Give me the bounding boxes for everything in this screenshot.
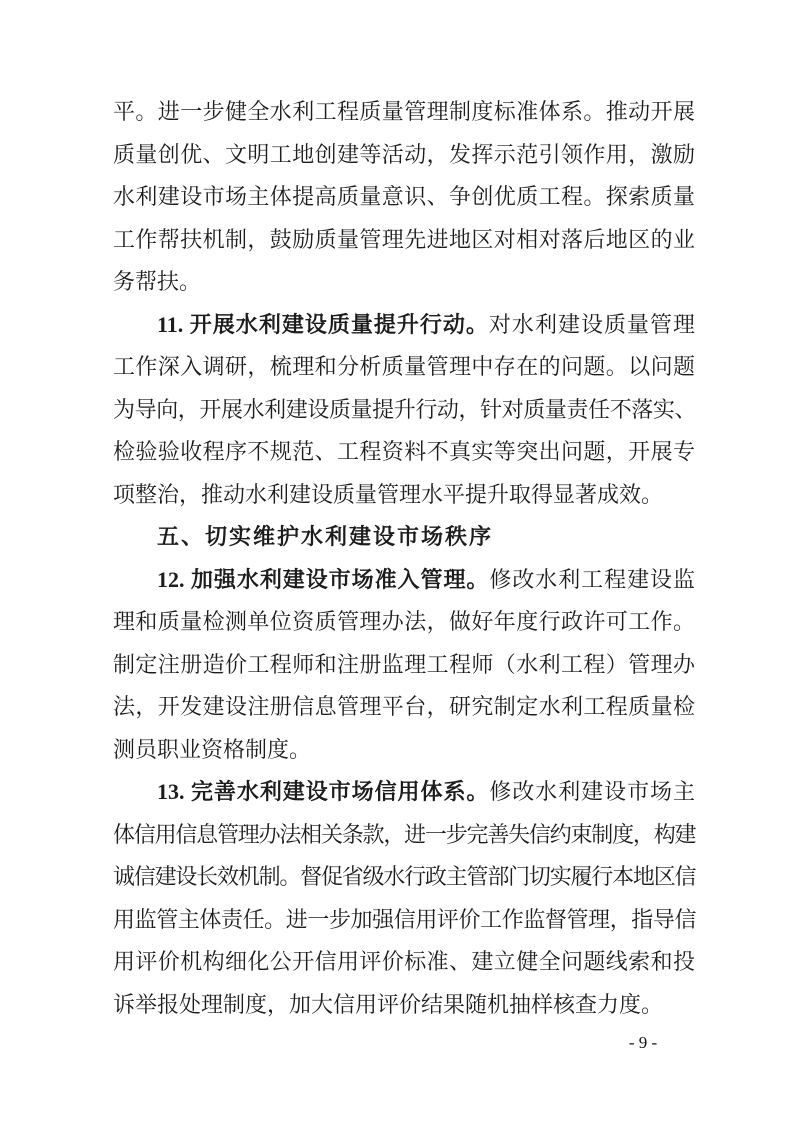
text-line <box>113 389 695 432</box>
text-line <box>113 856 695 899</box>
body-text: 体信用信息管理办法相关条款，进一步完善失信约束制度，构建 <box>113 821 695 847</box>
bold-lead-text: 五、切实维护水利建设市场秩序 <box>157 524 494 549</box>
text-line <box>113 941 695 984</box>
bold-lead-text: 13. 完善水利建设市场信用体系。 <box>157 779 490 804</box>
body-text: 诉举报处理制度，加大信用评价结果随机抽样核查力度。 <box>113 991 664 1017</box>
text-line <box>113 644 695 687</box>
page-number: - 9 - <box>628 1033 658 1052</box>
body-text: 诚信建设长效机制。督促省级水行政主管部门切实履行本地区信 <box>113 864 695 889</box>
body-text: 务帮扶。 <box>113 269 202 294</box>
text-line <box>113 261 695 304</box>
text-line <box>113 176 695 219</box>
body-text: 法，开发建设注册信息管理平台，研究制定水利工程质量检 <box>113 694 695 719</box>
bold-lead-text: 11. 开展水利建设质量提升行动。 <box>157 311 489 337</box>
text-line <box>113 346 695 389</box>
body-text: 测员职业资格制度。 <box>113 736 312 762</box>
text-line <box>113 601 695 644</box>
text-line <box>113 729 695 772</box>
body-text: 修改水利工程建设监 <box>489 566 695 592</box>
text-line <box>113 771 695 814</box>
bold-lead-text: 12. 加强水利建设市场准入管理。 <box>157 566 490 592</box>
body-text: 水利建设市场主体提高质量意识、争创优质工程。探索质量 <box>113 184 695 209</box>
section-heading-line <box>113 516 695 559</box>
body-text: 工作帮扶机制，鼓励质量管理先进地区对相对落后地区的业 <box>113 226 695 252</box>
body-text: 用监管主体责任。进一步加强信用评价工作监督管理，指导信 <box>113 906 695 932</box>
body-text: 检验验收程序不规范、工程资料不真实等突出问题，开展专 <box>113 439 695 464</box>
text-line <box>113 474 695 517</box>
body-text: 为导向，开展水利建设质量提升行动，针对质量责任不落实、 <box>113 396 695 422</box>
text-line <box>113 219 695 262</box>
body-text: 质量创优、文明工地创建等活动，发挥示范引领作用，激励 <box>113 141 695 167</box>
text-line <box>113 899 695 942</box>
text-line <box>113 686 695 729</box>
text-line <box>113 304 695 347</box>
text-line <box>113 984 695 1027</box>
body-text: 项整治，推动水利建设质量管理水平提升取得显著成效。 <box>113 481 664 507</box>
body-text: 对水利建设质量管理 <box>488 311 695 337</box>
text-line <box>113 91 695 134</box>
text-line <box>113 431 695 474</box>
body-text: 修改水利建设市场主 <box>489 779 695 804</box>
body-text: 平。进一步健全水利工程质量管理制度标准体系。推动开展 <box>113 99 695 124</box>
body-text: 工作深入调研，梳理和分析质量管理中存在的问题。以问题 <box>113 354 695 379</box>
body-text: 制定注册造价工程师和注册监理工程师（水利工程）管理办 <box>113 651 695 677</box>
body-text: 理和质量检测单位资质管理办法，做好年度行政许可工作。 <box>113 609 695 634</box>
text-line <box>113 559 695 602</box>
body-text: 用评价机构细化公开信用评价标准、建立健全问题线索和投 <box>113 949 695 974</box>
text-line <box>113 814 695 857</box>
text-line <box>113 134 695 177</box>
document-body <box>113 91 695 1026</box>
